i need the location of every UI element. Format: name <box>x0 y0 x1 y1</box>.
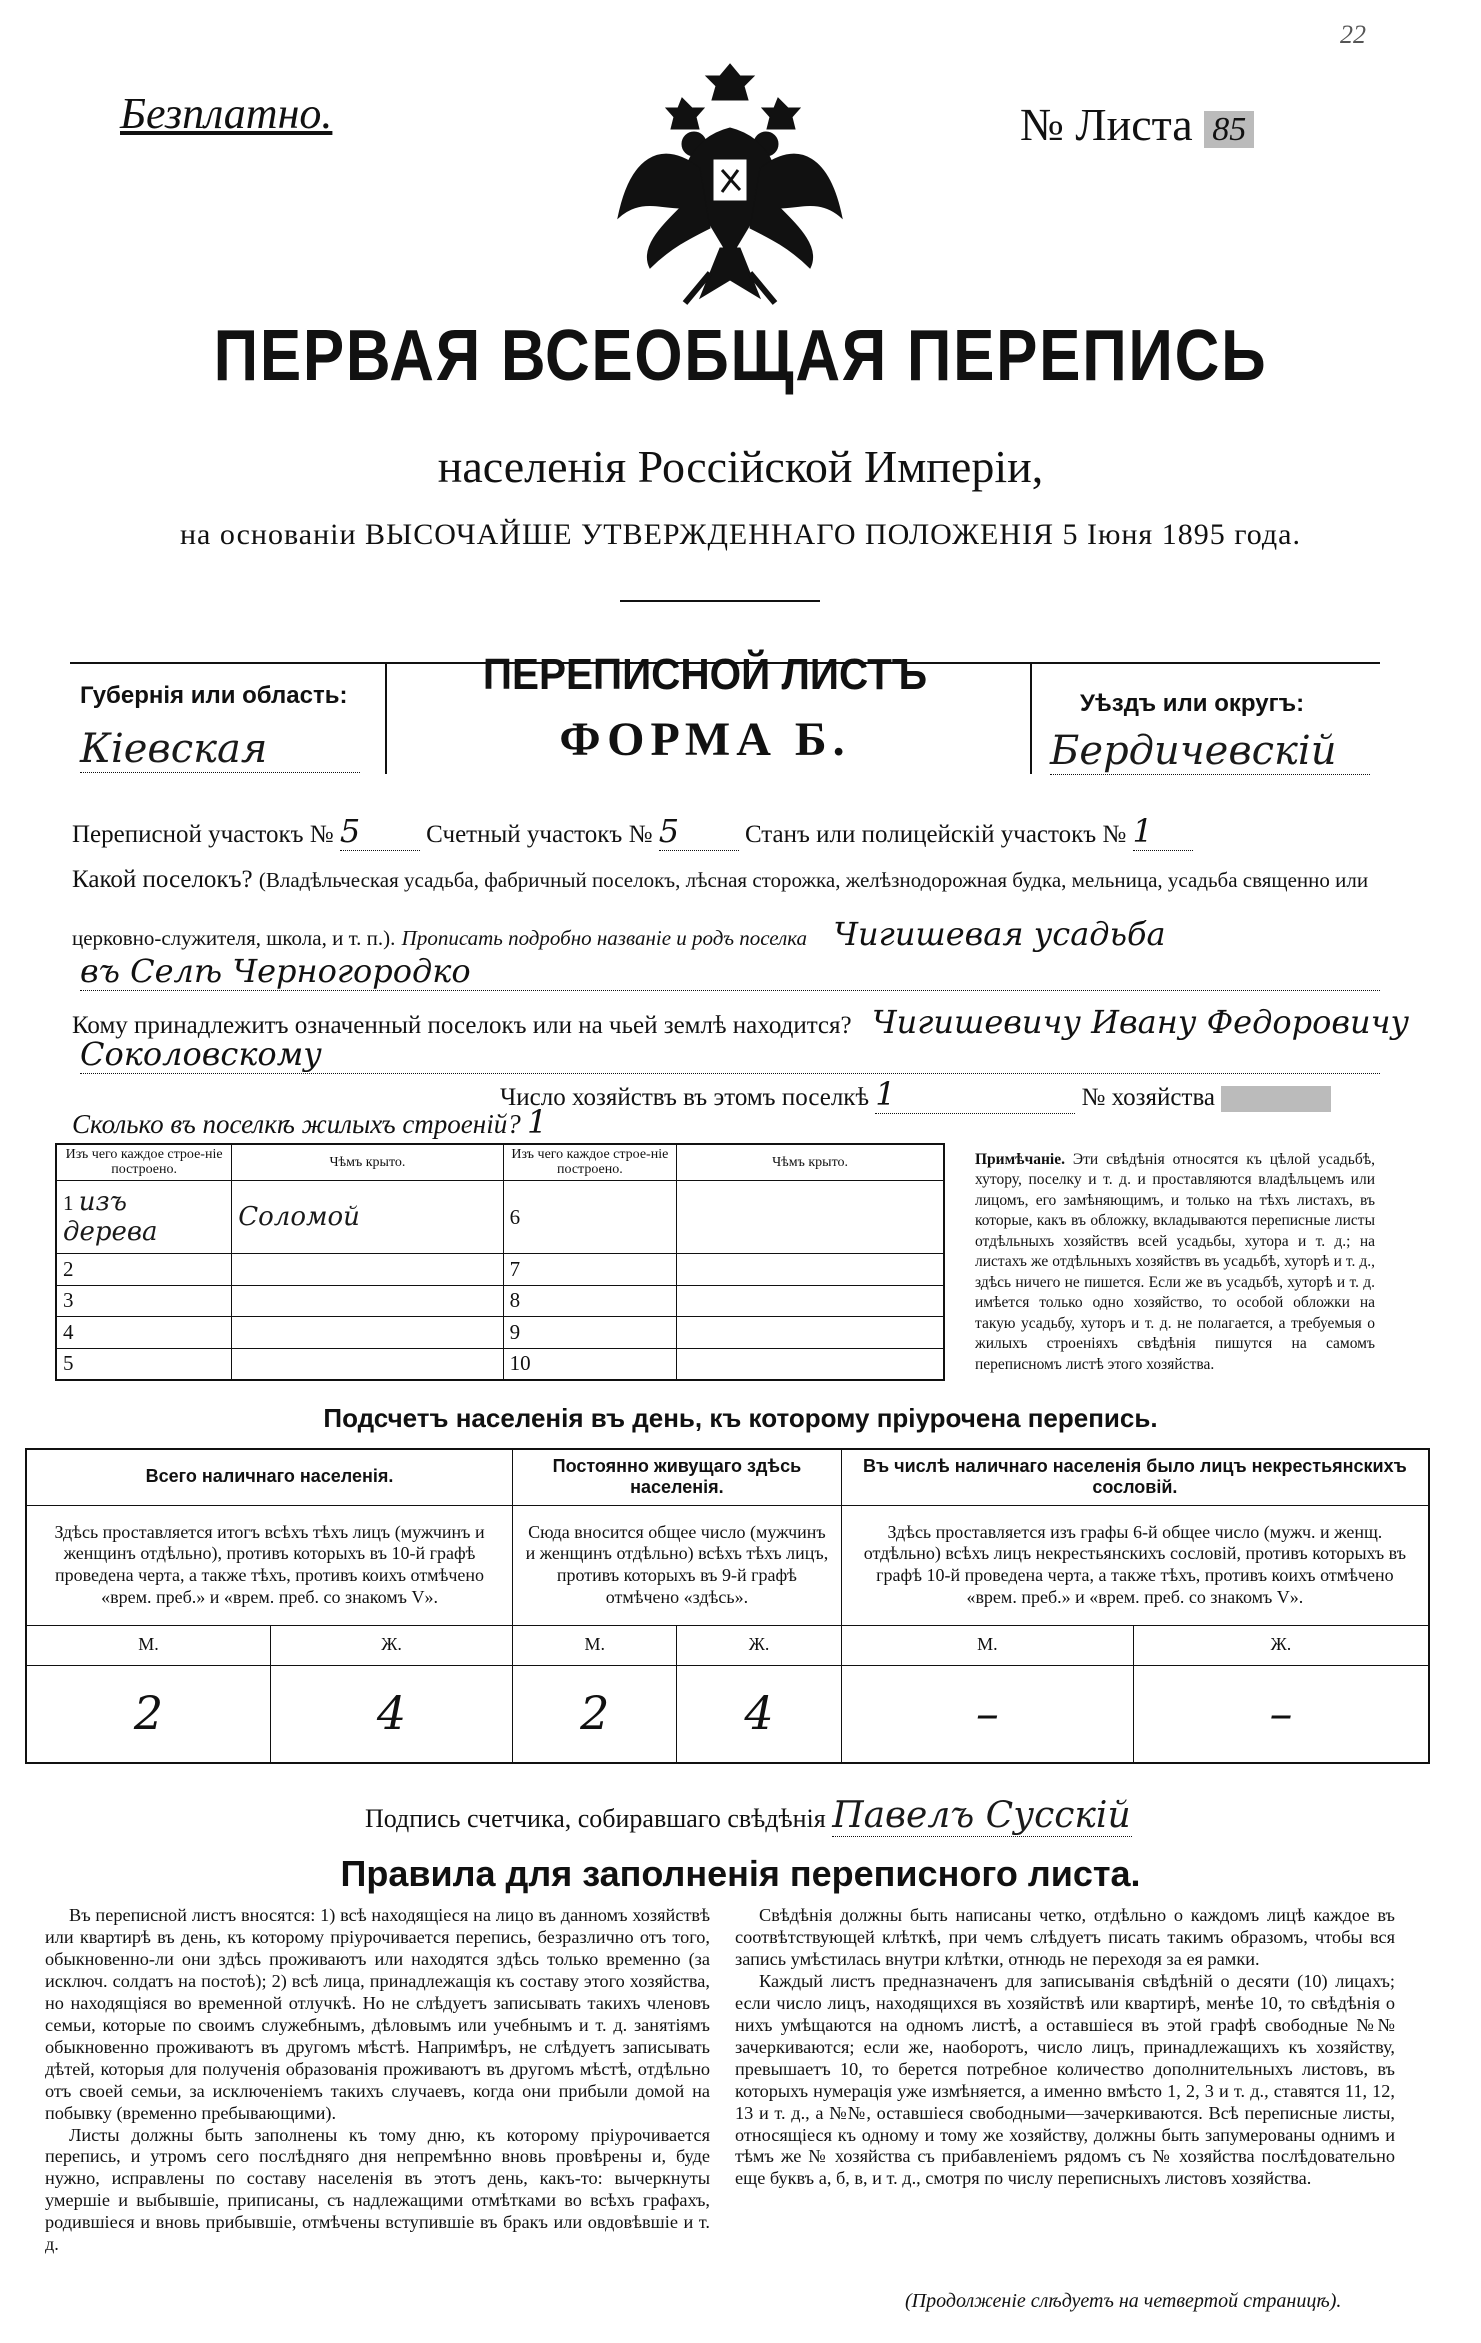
poselok-hint-2: церковно-служителя, школа, и т. п.). <box>72 926 396 950</box>
table-row <box>56 1254 944 1285</box>
row-number: 10 <box>503 1348 677 1380</box>
divider <box>385 664 387 774</box>
divider <box>1030 664 1032 774</box>
table-row <box>26 1665 1429 1763</box>
col-description: Здѣсь проставляется итогъ всѣхъ тѣхъ лицъ (мужчинъ и женщинъ отдѣльно), противъ которыхъ въ 10-й графѣ проведена черта, а также тѣхъ, противъ коихъ отмѣчено «врем. преб.» и «врем. преб. со знакомъ V». <box>26 1505 513 1625</box>
count-cell: 4 <box>270 1665 512 1763</box>
col-header-total: Всего наличнаго населенія. <box>26 1449 513 1505</box>
rules-heading: Правила для заполненія переписного листа. <box>340 1853 1141 1894</box>
count-cell: 2 <box>26 1665 270 1763</box>
households-line <box>500 1075 1331 1114</box>
note <box>975 1150 1375 1375</box>
table-row <box>56 1317 944 1348</box>
buildings-label: Сколько въ поселкѣ жилыхъ строеній? <box>72 1109 521 1139</box>
table-row <box>56 1180 944 1254</box>
row-number: 7 <box>503 1254 677 1285</box>
table-row <box>56 1348 944 1380</box>
col-header-nonpeasant: Въ числѣ наличнаго населенія было лицъ некрестьянскихъ сословій. <box>841 1449 1429 1505</box>
table-col-header: Изъ чего каждое строе-ніе построено. <box>503 1144 677 1180</box>
stan-label: Станъ или полицейскій участокъ № <box>744 821 1127 848</box>
uchastok-value: 5 <box>340 812 420 851</box>
row-number: 3 <box>56 1285 232 1316</box>
form-name: ФОРМА Б. <box>559 713 851 766</box>
table-header-row <box>26 1449 1429 1505</box>
roof-cell <box>232 1285 503 1316</box>
table-row <box>56 1285 944 1316</box>
table-col-header: Чѣмъ крыто. <box>677 1144 944 1180</box>
female-header: Ж. <box>270 1625 512 1665</box>
poselok-hint-3: Прописать подробно названіе и родъ поселка <box>401 926 808 950</box>
row-number: 9 <box>503 1317 677 1348</box>
col-description: Сюда вносится общее число (мужчинъ и женщинъ отдѣльно) всѣхъ тѣхъ лицъ, противъ которыхъ въ 9-й графѣ отмѣчено «здѣсь». <box>513 1505 842 1625</box>
poselok-line <box>72 866 1368 894</box>
legal-basis: на основаніи ВЫСОЧАЙШЕ УТВЕРЖДЕННАГО ПОЛОЖЕНІЯ 5 Іюня 1895 года. <box>180 518 1301 551</box>
poselok-label: Какой поселокъ? <box>72 866 253 893</box>
owner-line-2 <box>80 1035 1380 1074</box>
row-number: 4 <box>56 1317 232 1348</box>
household-no-label: № хозяйства <box>1081 1084 1216 1111</box>
rules-paragraph: Свѣдѣнія должны быть написаны четко, отдѣльно о каждомъ лицѣ каждое въ соотвѣтствующей клѣткѣ, при чемъ слѣдуетъ писать такимъ образомъ, чтобы вся запись умѣстилась внутри клѣтки, отнюдь не переходя за ея рамки. <box>735 1905 1395 1969</box>
note-text: Эти свѣдѣнія относятся къ цѣлой усадьбѣ, хутору, поселку и т. д. и проставляются владѣльцемъ или лицомъ, его замѣняющимъ, и только на тѣхъ листахъ, въ которые, какъ въ обложку, вкладываются переписные листы отдѣльныхъ хозяйствъ всей усадьбы, хутора и т. д.; на листахъ же отдѣльныхъ хозяйствъ въ усадьбѣ, хуторѣ и т. д., здѣсь ничего не пишется. Если же въ усадьбѣ, хуторѣ и т. д. имѣется только одно хозяйство, то особой обложки на такую усадьбу, хуторъ и т. д. не полагается, а требуемыя о жилыхъ строеніяхъ свѣдѣнія пишутся на самомъ переписномъ листѣ этого хозяйства. <box>975 1151 1376 1373</box>
poselok-line-2 <box>72 915 1166 953</box>
rules-paragraph: Листы должны быть заполнены къ тому дню, къ которому пріурочивается перепись, и утромъ сего послѣдняго дня непремѣнно вновь провѣрены и, буде нужно, исправлены по составу населенія въ этотъ день, какъ-то: вычеркнуты умершіе и выбывшіе, приписаны, съ надлежащими отмѣтками во всѣхъ графахъ, родившіеся и вновь прибывшіе, отмѣчены вступившіе въ бракъ или овдовѣвшіе и т. д. <box>45 2124 710 2255</box>
roof-cell <box>232 1317 503 1348</box>
rules-left-column <box>45 1905 710 2256</box>
population-table <box>25 1448 1430 1764</box>
gubernia-value: Кіевская <box>80 726 360 773</box>
table-row <box>26 1625 1429 1665</box>
material-cell: изъ дерева <box>63 1187 158 1248</box>
owner-value-2: Соколовскому <box>80 1035 322 1073</box>
col-description: Здѣсь проставляется изъ графы 6-й общее число (мужч. и женщ. отдѣльно) всѣхъ лицъ некрестьянскихъ сословій, противъ которыхъ въ графѣ 10-й проведена черта, а также тѣхъ, противъ коихъ отмѣчено «врем. преб.» и «врем. преб. со знакомъ V». <box>841 1505 1429 1625</box>
row-number: 1 <box>63 1191 74 1216</box>
male-header: М. <box>26 1625 270 1665</box>
signature-value: Павелъ Сусскій <box>832 1795 1131 1836</box>
note-label: Примѣчаніе. <box>975 1151 1065 1168</box>
sheet-number-label: № Листа <box>1020 99 1193 150</box>
calc-heading: Подсчетъ населенія въ день, къ которому пріурочена перепись. <box>323 1403 1158 1433</box>
list-title: ПЕРЕПИСНОЙ ЛИСТЪ <box>482 650 928 699</box>
poselok-line-3 <box>80 952 1380 991</box>
buildings-value: 1 <box>526 1103 548 1141</box>
roof-cell <box>677 1180 944 1254</box>
table-col-header: Изъ чего каждое строе-ніе построено. <box>56 1144 232 1180</box>
household-no-value <box>1221 1086 1331 1112</box>
corner-mark: 22 <box>1340 20 1366 49</box>
count-cell: – <box>841 1665 1133 1763</box>
table-col-header: Чѣмъ крыто. <box>232 1144 503 1180</box>
roof-cell <box>677 1285 944 1316</box>
roof-cell <box>677 1254 944 1285</box>
stan-value: 1 <box>1133 812 1193 851</box>
owner-value: Чигишевичу Ивану Федоровичу <box>871 1003 1410 1041</box>
female-header: Ж. <box>677 1625 841 1665</box>
row-number: 8 <box>503 1285 677 1316</box>
roof-cell <box>232 1254 503 1285</box>
rules-paragraph: Въ переписной листъ вносятся: 1) всѣ находящіеся на лицо въ данномъ хозяйствѣ или квартирѣ въ день, къ которому пріурочивается перепись, безразлично отъ того, обыкновенно-ли они здѣсь проживаютъ или находятся здѣсь только временно (за исключ. солдатъ на постоѣ); 2) всѣ лица, принадлежащія къ составу этого хозяйства, но находящіяся во временной отлучкѣ. Но не слѣдуетъ записывать такихъ членовъ семьи, которые по своимъ служебнымъ, дѣловымъ или учебнымъ и т. д. занятіямъ обыкновенно проживаютъ въ другомъ мѣстѣ. Напримѣръ, не слѣдуетъ записывать дѣтей, которыя для полученія образованія проживаютъ въ другомъ мѣстѣ, отдѣльно отъ своей семьи, за исключеніемъ такихъ случаевъ, когда они прибыли домой на побывку (временно пребывающими). <box>45 1905 710 2123</box>
male-header: М. <box>513 1625 677 1665</box>
signature-label: Подпись счетчика, собиравшаго свѣдѣнія <box>365 1804 826 1833</box>
table-row <box>26 1505 1429 1625</box>
double-headed-eagle-emblem <box>610 58 850 318</box>
row-number: 2 <box>56 1254 232 1285</box>
page-subtitle: населенія Россійской Имперіи, <box>437 441 1044 492</box>
separator <box>620 600 820 602</box>
signature-line <box>365 1795 1132 1837</box>
female-header: Ж. <box>1133 1625 1429 1665</box>
uchastok-label: Переписной участокъ № <box>72 821 334 848</box>
households-value: 1 <box>875 1075 1075 1114</box>
poselok-value-2: въ Селѣ Черногородко <box>80 952 471 990</box>
male-header: М. <box>841 1625 1133 1665</box>
uezd-value: Бердичевскій <box>1050 728 1370 775</box>
free-label: Безплатно. <box>120 89 333 138</box>
schetny-label: Счетный участокъ № <box>426 821 653 848</box>
roof-cell <box>677 1317 944 1348</box>
poselok-value: Чигишевая усадьба <box>833 915 1166 953</box>
buildings-line <box>72 1103 547 1141</box>
row-number: 5 <box>56 1348 232 1380</box>
roof-cell <box>677 1348 944 1380</box>
col-header-resident: Постоянно живущаго здѣсь населенія. <box>513 1449 842 1505</box>
gubernia-label: Губернія или область: <box>80 682 348 709</box>
sheet-number-value: 85 <box>1204 111 1254 148</box>
page-title: ПЕРВАЯ ВСЕОБЩАЯ ПЕРЕПИСЬ <box>213 316 1268 396</box>
count-cell: – <box>1133 1665 1429 1763</box>
buildings-table <box>55 1143 945 1381</box>
rules-right-column <box>735 1905 1395 2190</box>
roof-cell <box>232 1348 503 1380</box>
count-cell: 2 <box>513 1665 677 1763</box>
schetny-value: 5 <box>659 812 739 851</box>
uchastok-line <box>72 812 1193 851</box>
continued-note: (Продолженіе слѣдуетъ на четвертой страницѣ). <box>905 2290 1342 2312</box>
table-header-row <box>56 1144 944 1180</box>
roof-cell: Соломой <box>232 1180 503 1254</box>
uezd-label: Уѣздъ или округъ: <box>1080 690 1305 717</box>
sheet-number <box>1020 98 1254 151</box>
row-number: 6 <box>503 1180 677 1254</box>
count-cell: 4 <box>677 1665 841 1763</box>
rules-paragraph: Каждый листъ предназначенъ для записыванія свѣдѣній о десяти (10) лицахъ; если число лицъ, находящихся въ хозяйствѣ или квартирѣ, менѣе 10, то свѣдѣнія о нихъ умѣщаются на одномъ листѣ, а оставшіеся въ этой графѣ свободные №№ зачеркиваются; если же, наоборотъ, число лицъ, принадлежащихъ къ хозяйству, превышаетъ 10, то берется потребное количество дополнительныхъ листовъ, въ которыхъ нумерація уже измѣняется, а именно вмѣсто 1, 2, 3 и т. д., ставятся 11, 12, 13 и т. д., а №№, оставшіеся свободными—зачеркиваются. Всѣ переписные листы, относящіеся къ одному и тому же хозяйству, должны быть запумерованы однимъ и тѣмъ же № хозяйства съ прибавленіемъ рядомъ съ № хозяйства послѣдовательно еще буквъ а, б, в, и т. д., смотря по числу переписныхъ листовъ хозяйства. <box>735 1970 1395 2189</box>
owner-label: Кому принадлежитъ означенный поселокъ или на чьей землѣ находится? <box>72 1012 852 1039</box>
households-label: Число хозяйствъ въ этомъ поселкѣ <box>500 1084 870 1111</box>
poselok-hint: (Владѣльческая усадьба, фабричный поселокъ, лѣсная сторожка, желѣзнодорожная будка, мельница, усадьба священно или <box>258 868 1369 892</box>
